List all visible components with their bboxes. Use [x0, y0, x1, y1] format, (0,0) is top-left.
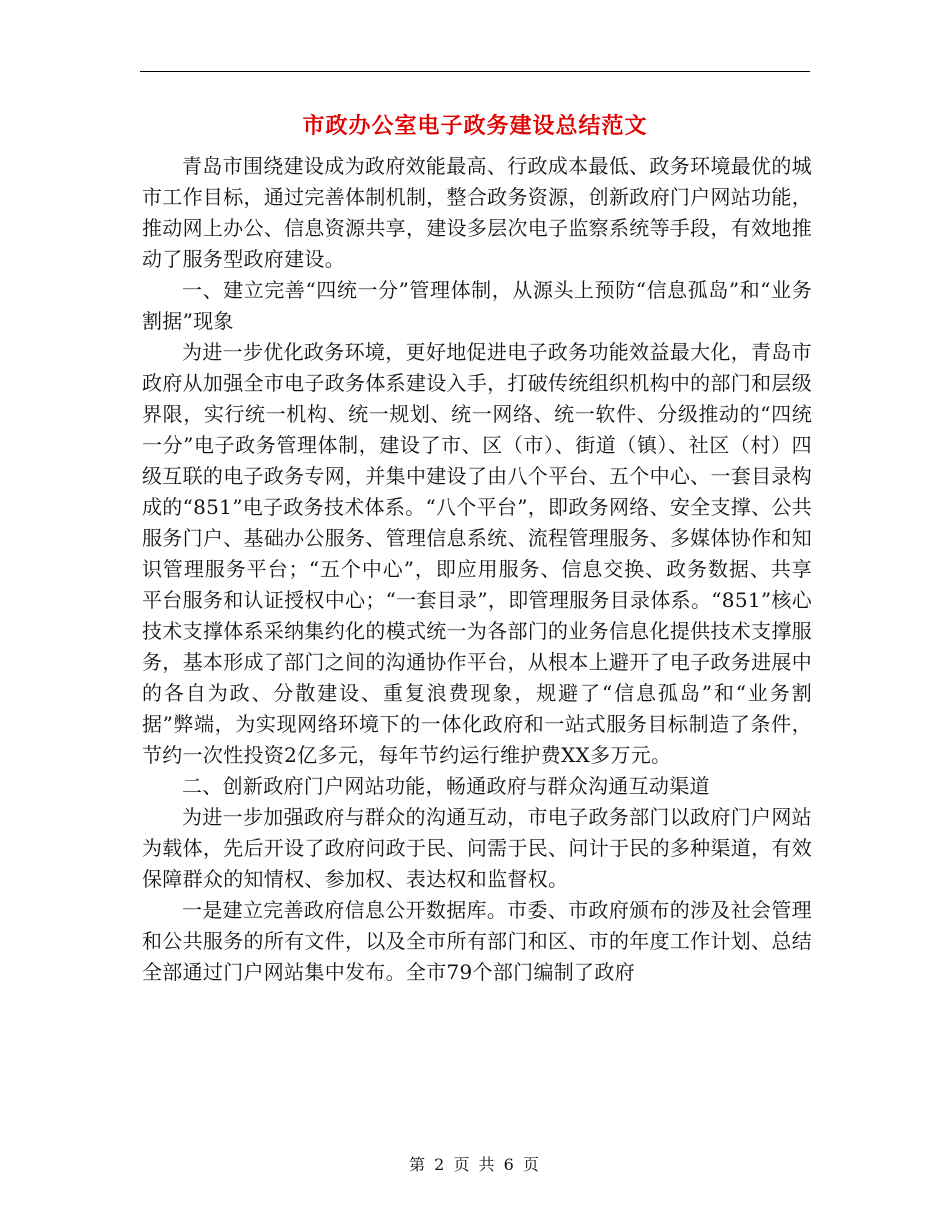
- header-rule: [140, 71, 810, 72]
- paragraph-item-1: 一是建立完善政府信息公开数据库。市委、市政府颁布的涉及社会管理和公共服务的所有文件，以及全市所有部门和区、市的年度工作计划、总结全部通过门户网站集中发布。全市79个部门编制了政府: [142, 898, 812, 984]
- document-body: [142, 151, 812, 988]
- section-heading-2: 二、创新政府门户网站功能，畅通政府与群众沟通互动渠道: [182, 774, 710, 798]
- paragraph-intro: 青岛市围绕建设成为政府效能最高、行政成本最低、政务环境最优的城市工作目标，通过完善体制机制，整合政务资源，创新政府门户网站功能，推动网上办公、信息资源共享，建设多层次电子监察系统等手段，有效地推动了服务型政府建设。: [142, 154, 812, 271]
- page-number: 第 2 页 共 6 页: [409, 1155, 541, 1174]
- paragraph-section-1: 为进一步优化政务环境，更好地促进电子政务功能效益最大化，青岛市政府从加强全市电子政务体系建设入手，打破传统组织机构中的部门和层级界限，实行统一机构、统一规划、统一网络、统一软件、分级推动的“四统一分”电子政务管理体制，建设了市、区（市）、街道（镇）、社区（村）四级互联的电子政务专网，并集中建设了由八个平台、五个中心、一套目录构成的“851”电子政务技术体系。“八个平台”，即政务网络、安全支撑、公共服务门户、基础办公服务、管理信息系统、流程管理服务、多媒体协作和知识管理服务平台；“五个中心”，即应用服务、信息交换、政务数据、共享平台服务和认证授权中心；“一套目录”，即管理服务目录体系。“851”核心技术支撑体系采纳集约化的模式统一为各部门的业务信息化提供技术支撑服务，基本形成了部门之间的沟通协作平台，从根本上避开了电子政务进展中的各自为政、分散建设、重复浪费现象，规避了“信息孤岛”和“业务割据”弊端，为实现网络环境下的一体化政府和一站式服务目标制造了条件，节约一次性投资2亿多元，每年节约运行维护费XX多万元。: [142, 340, 812, 767]
- paragraph-section-2: 为进一步加强政府与群众的沟通互动，市电子政务部门以政府门户网站为载体，先后开设了政府问政于民、问需于民、问计于民的多种渠道，有效保障群众的知情权、参加权、表达权和监督权。: [142, 805, 812, 891]
- section-heading-1: 一、建立完善“四统一分”管理体制，从源头上预防“信息孤岛”和“业务割据”现象: [142, 278, 812, 333]
- document-title: 市政办公室电子政务建设总结范文: [302, 113, 648, 139]
